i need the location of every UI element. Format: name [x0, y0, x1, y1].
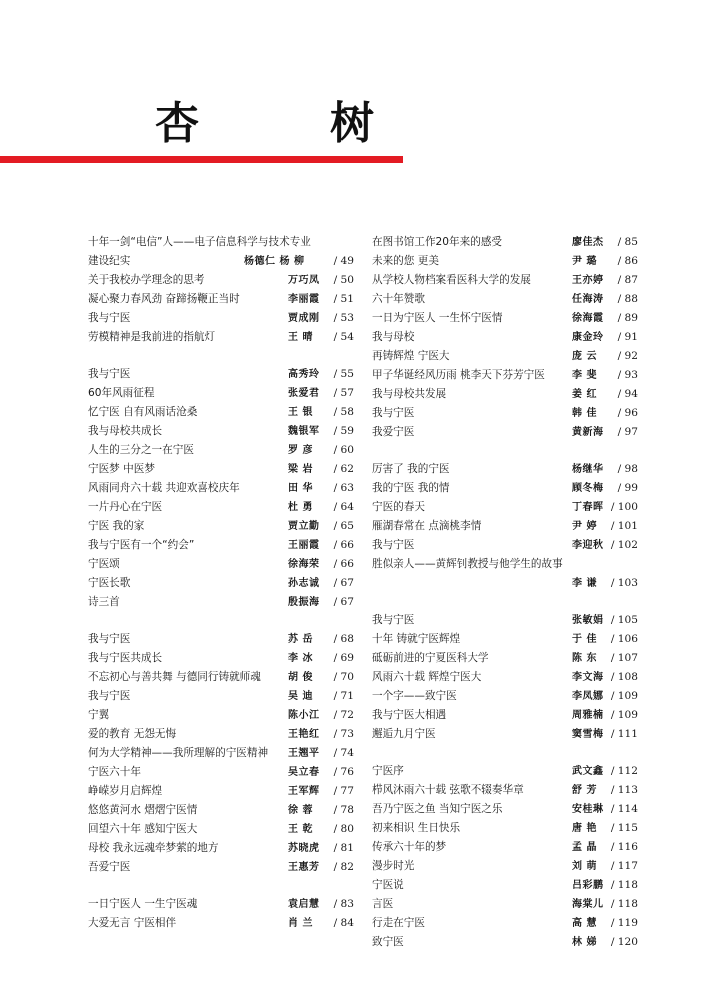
entry-title: 宁医说: [372, 879, 404, 891]
entry-author: 贾成刚: [288, 313, 320, 324]
entry-title: 宁医序: [372, 765, 404, 777]
entry-page-number: / 51: [333, 293, 354, 305]
toc-entry[interactable]: [372, 630, 638, 649]
entry-title: 凝心聚力春风劲 奋蹄扬鞭正当时: [88, 293, 240, 305]
toc-entry[interactable]: [372, 385, 638, 404]
toc-entry[interactable]: [372, 517, 638, 536]
entry-page-number: / 109: [610, 690, 638, 702]
entry-page-number: / 49: [333, 255, 354, 267]
entry-author: 顾冬梅: [572, 483, 604, 494]
entry-page-number: / 69: [333, 652, 354, 664]
toc-entry[interactable]: [372, 706, 638, 725]
entry-author: 窦雪梅: [572, 729, 604, 740]
entry-author: 徐 蓉: [288, 805, 313, 816]
entry-page-number: / 83: [333, 898, 354, 910]
entry-title: 60年风雨征程: [88, 387, 155, 399]
entry-author: 李 谦: [572, 578, 597, 589]
entry-author: 尹 璐: [572, 256, 597, 267]
toc-entry[interactable]: [88, 630, 354, 649]
entry-title: 甲子华诞经风历雨 桃李天下芬芳宁医: [372, 369, 545, 381]
entry-page-number: / 76: [333, 766, 354, 778]
entry-page-number: / 87: [617, 274, 638, 286]
entry-author: 李文海: [572, 672, 604, 683]
entry-page-number: / 84: [333, 917, 354, 929]
entry-page-number: / 88: [617, 293, 638, 305]
entry-author: 王 银: [288, 407, 313, 418]
entry-title: 我与宁医有一个“约会”: [88, 539, 195, 551]
entry-title: 十年 铸就宁医辉煌: [372, 633, 461, 645]
entry-page-number: / 93: [617, 369, 638, 381]
toc-entry[interactable]: [88, 858, 354, 877]
entry-page-number: / 101: [610, 520, 638, 532]
entry-title: 再铸辉煌 宁医大: [372, 350, 450, 362]
entry-page-number: / 107: [610, 652, 638, 664]
entry-title: 我与宁医共成长: [88, 652, 163, 664]
entry-author: 孙志诚: [288, 578, 320, 589]
entry-page-number: / 70: [333, 671, 354, 683]
entry-author: 吕彩鹏: [572, 880, 604, 891]
toc-entry[interactable]: [372, 649, 638, 668]
entry-author: 吴 迪: [288, 691, 313, 702]
toc-entry[interactable]: [88, 820, 354, 839]
entry-page-number: / 94: [617, 388, 638, 400]
entry-page-number: / 59: [333, 425, 354, 437]
entry-page-number: / 72: [333, 709, 354, 721]
toc-group: [372, 460, 638, 593]
entry-author: 黄新海: [572, 427, 604, 438]
toc-entry[interactable]: [88, 365, 354, 384]
toc-entry[interactable]: [88, 668, 354, 687]
toc-entry[interactable]: [88, 328, 354, 347]
entry-page-number: / 65: [333, 520, 354, 532]
entry-page-number: / 103: [610, 577, 638, 589]
entry-title: 宁医长歌: [88, 577, 131, 589]
title-char-1: 杏: [155, 98, 199, 149]
toc-entry[interactable]: [372, 895, 638, 914]
toc-entry[interactable]: [88, 706, 354, 725]
entry-author: 康金玲: [572, 332, 604, 343]
entry-author: 李 冰: [288, 653, 313, 664]
entry-page-number: / 68: [333, 633, 354, 645]
entry-page-number: / 119: [610, 917, 638, 929]
entry-title: 大爱无言 宁医相伴: [88, 917, 177, 929]
entry-author: 杨德仁 杨 柳: [244, 256, 305, 267]
toc-entry[interactable]: [372, 290, 638, 309]
toc-entry[interactable]: [88, 309, 354, 328]
toc-entry[interactable]: [88, 441, 354, 460]
toc-entry[interactable]: [372, 687, 638, 706]
entry-author: 陈小江: [288, 710, 320, 721]
entry-author: 李 斐: [572, 370, 597, 381]
toc-entry[interactable]: [88, 725, 354, 744]
entry-author: 陈 东: [572, 653, 597, 664]
entry-page-number: / 71: [333, 690, 354, 702]
entry-title: 风雨同舟六十载 共迎欢喜校庆年: [88, 482, 240, 494]
entry-title: 漫步时光: [372, 860, 415, 872]
toc-entry[interactable]: [372, 271, 638, 290]
entry-page-number: / 77: [333, 785, 354, 797]
entry-title: 宁医六十年: [88, 766, 141, 778]
entry-author: 孟 晶: [572, 842, 597, 853]
entry-author: 张敏娟: [572, 615, 604, 626]
toc-entry[interactable]: [372, 933, 638, 952]
entry-title: 不忘初心与善共舞 与德同行铸就师魂: [88, 671, 261, 683]
entry-author: 唐 艳: [572, 823, 597, 834]
entry-author: 梁 岩: [288, 464, 313, 475]
toc-column-left: [88, 233, 354, 951]
toc-entry[interactable]: [88, 574, 354, 593]
toc-entry[interactable]: [372, 423, 638, 442]
entry-page-number: / 99: [617, 482, 638, 494]
entry-page-number: / 97: [617, 426, 638, 438]
toc-entry[interactable]: [372, 555, 638, 574]
entry-author: 姜 红: [572, 389, 597, 400]
entry-page-number: / 74: [333, 747, 354, 759]
toc-entry[interactable]: [88, 252, 354, 271]
toc-entry[interactable]: [88, 233, 354, 252]
toc-entry[interactable]: [88, 498, 354, 517]
entry-author: 徐海霞: [572, 313, 604, 324]
entry-title: 宁医颂: [88, 558, 120, 570]
toc-entry[interactable]: [88, 479, 354, 498]
entry-page-number: / 85: [617, 236, 638, 248]
entry-title: 人生的三分之一在宁医: [88, 444, 194, 456]
toc-entry[interactable]: [372, 347, 638, 366]
entry-author: 武文鑫: [572, 766, 604, 777]
entry-title: 我与母校共发展: [372, 388, 447, 400]
toc-entry[interactable]: [88, 593, 354, 612]
entry-page-number: / 106: [610, 633, 638, 645]
toc-entry[interactable]: [88, 649, 354, 668]
entry-author: 万巧凤: [288, 275, 320, 286]
entry-page-number: / 92: [617, 350, 638, 362]
toc-entry[interactable]: [372, 536, 638, 555]
entry-title: 邂逅九月宁医: [372, 728, 436, 740]
entry-title: 我爱宁医: [372, 426, 415, 438]
entry-page-number: / 112: [610, 765, 638, 777]
entry-title: 栉风沐雨六十载 弦歌不辍奏华章: [372, 784, 524, 796]
entry-author: 韩 佳: [572, 408, 597, 419]
entry-title: 砥砺前进的宁夏医科大学: [372, 652, 489, 664]
entry-title: 言医: [372, 898, 394, 910]
entry-title: 我与宁医大相遇: [372, 709, 447, 721]
entry-page-number: / 50: [333, 274, 354, 286]
toc-group: [372, 762, 638, 952]
entry-author: 贾立勤: [288, 521, 320, 532]
page-title: [155, 95, 385, 153]
entry-title: 建设纪实: [88, 255, 131, 267]
entry-author: 王艳红: [288, 729, 320, 740]
entry-page-number: / 96: [617, 407, 638, 419]
toc-group: [88, 365, 354, 612]
entry-page-number: / 100: [610, 501, 638, 513]
toc-group: [88, 895, 354, 933]
title-char-2: 树: [330, 98, 374, 149]
entry-author: 高秀玲: [288, 369, 320, 380]
toc-entry[interactable]: [88, 687, 354, 706]
entry-title: 一日为宁医人 一生怀宁医情: [372, 312, 503, 324]
entry-page-number: / 66: [333, 558, 354, 570]
entry-page-number: / 53: [333, 312, 354, 324]
entry-title: 传承六十年的梦: [372, 841, 447, 853]
entry-page-number: / 117: [610, 860, 638, 872]
entry-page-number: / 113: [610, 784, 638, 796]
toc-entry[interactable]: [88, 895, 354, 914]
entry-author: 王 乾: [288, 824, 313, 835]
entry-title: 忆宁医 自有风雨话沧桑: [88, 406, 198, 418]
toc-entry[interactable]: [372, 309, 638, 328]
toc-entry[interactable]: [372, 914, 638, 933]
entry-author: 李凤娜: [572, 691, 604, 702]
toc-entry[interactable]: [88, 744, 354, 763]
entry-title: 宁医的春天: [372, 501, 425, 513]
entry-author: 徐海荣: [288, 559, 320, 570]
entry-author: 王翘平: [288, 748, 320, 759]
entry-title: 我与宁医: [372, 614, 415, 626]
entry-author: 王 晴: [288, 332, 313, 343]
entry-author: 刘 萌: [572, 861, 597, 872]
entry-author: 于 佳: [572, 634, 597, 645]
entry-author: 庞 云: [572, 351, 597, 362]
toc-entry[interactable]: [372, 800, 638, 819]
toc-entry[interactable]: [88, 403, 354, 422]
entry-page-number: / 111: [610, 728, 638, 740]
toc-entry[interactable]: [88, 839, 354, 858]
entry-title: 关于我校办学理念的思考: [88, 274, 205, 286]
toc-entry[interactable]: [372, 876, 638, 895]
entry-author: 王军辉: [288, 786, 320, 797]
entry-title: 悠悠黄河水 熠熠宁医情: [88, 804, 198, 816]
entry-title: 我与宁医: [372, 539, 415, 551]
toc-entry[interactable]: [88, 914, 354, 933]
entry-page-number: / 78: [333, 804, 354, 816]
entry-title: 行走在宁医: [372, 917, 425, 929]
entry-page-number: / 55: [333, 368, 354, 380]
entry-author: 苏 岳: [288, 634, 313, 645]
entry-title: 我与宁医: [88, 690, 131, 702]
entry-title: 宁医梦 中医梦: [88, 463, 155, 475]
entry-title: 诗三首: [88, 596, 120, 608]
entry-title: 雁湖春常在 点滴桃李情: [372, 520, 482, 532]
entry-page-number: / 67: [333, 577, 354, 589]
entry-page-number: / 80: [333, 823, 354, 835]
entry-page-number: / 60: [333, 444, 354, 456]
entry-author: 李迎秋: [572, 540, 604, 551]
toc-entry[interactable]: [372, 668, 638, 687]
entry-page-number: / 64: [333, 501, 354, 513]
entry-page-number: / 57: [333, 387, 354, 399]
entry-author: 周雅楠: [572, 710, 604, 721]
toc-group: [88, 233, 354, 347]
entry-page-number: / 108: [610, 671, 638, 683]
entry-author: 肖 兰: [288, 918, 313, 929]
entry-title: 宁翼: [88, 709, 110, 721]
toc-entry[interactable]: [372, 781, 638, 800]
entry-page-number: / 67: [333, 596, 354, 608]
entry-author: 安桂琳: [572, 804, 604, 815]
entry-title: 我与宁医: [88, 633, 131, 645]
toc-entry[interactable]: [372, 762, 638, 781]
entry-title: 十年一剑“电信”人——电子信息科学与技术专业: [88, 236, 311, 248]
entry-author: 殷振海: [288, 597, 320, 608]
toc-entry[interactable]: [88, 801, 354, 820]
entry-author: 海棠儿: [572, 899, 604, 910]
entry-page-number: / 98: [617, 463, 638, 475]
entry-title: 我与母校共成长: [88, 425, 163, 437]
entry-title: 一日宁医人 一生宁医魂: [88, 898, 198, 910]
entry-author: 舒 芳: [572, 785, 597, 796]
entry-page-number: / 63: [333, 482, 354, 494]
toc-entry[interactable]: [88, 517, 354, 536]
entry-author: 张爱君: [288, 388, 320, 399]
entry-title: 我的宁医 我的情: [372, 482, 450, 494]
toc-entry[interactable]: [88, 460, 354, 479]
toc-entry[interactable]: [372, 498, 638, 517]
entry-page-number: / 118: [610, 898, 638, 910]
entry-title: 峥嵘岁月启辉煌: [88, 785, 163, 797]
toc-entry[interactable]: [88, 763, 354, 782]
entry-author: 王亦婷: [572, 275, 604, 286]
toc-entry[interactable]: [88, 536, 354, 555]
entry-author: 罗 彦: [288, 445, 313, 456]
entry-author: 杜 勇: [288, 502, 313, 513]
toc-entry[interactable]: [372, 574, 638, 593]
entry-title: 何为大学精神——我所理解的宁医精神: [88, 747, 269, 759]
toc-column-right: [372, 233, 638, 970]
entry-title: 风雨六十载 辉煌宁医大: [372, 671, 482, 683]
entry-title: 吾爱宁医: [88, 861, 131, 873]
entry-title: 我与宁医: [88, 312, 131, 324]
entry-title: 未来的您 更美: [372, 255, 439, 267]
toc-entry[interactable]: [88, 271, 354, 290]
entry-page-number: / 118: [610, 879, 638, 891]
entry-title: 我与宁医: [372, 407, 415, 419]
entry-title: 爱的教育 无怨无悔: [88, 728, 177, 740]
toc-entry[interactable]: [88, 290, 354, 309]
toc-entry[interactable]: [372, 252, 638, 271]
toc-group: [372, 233, 638, 442]
entry-title: 一片丹心在宁医: [88, 501, 163, 513]
entry-title: 致宁医: [372, 936, 404, 948]
entry-author: 任海涛: [572, 294, 604, 305]
entry-page-number: / 114: [610, 803, 638, 815]
entry-title: 母校 我永远魂牵梦萦的地方: [88, 842, 219, 854]
entry-author: 吴立春: [288, 767, 320, 778]
toc-entry[interactable]: [372, 611, 638, 630]
entry-author: 胡 俊: [288, 672, 313, 683]
entry-author: 袁启慧: [288, 899, 320, 910]
entry-page-number: / 91: [617, 331, 638, 343]
entry-page-number: / 62: [333, 463, 354, 475]
entry-title: 在图书馆工作20年来的感受: [372, 236, 503, 248]
toc-entry[interactable]: [372, 233, 638, 252]
entry-page-number: / 102: [610, 539, 638, 551]
entry-title: 从学校人物档案看医科大学的发展: [372, 274, 531, 286]
entry-author: 丁春晖: [572, 502, 604, 513]
toc-entry[interactable]: [372, 725, 638, 744]
toc-entry[interactable]: [372, 838, 638, 857]
entry-page-number: / 109: [610, 709, 638, 721]
entry-page-number: / 54: [333, 331, 354, 343]
entry-page-number: / 73: [333, 728, 354, 740]
entry-page-number: / 58: [333, 406, 354, 418]
entry-page-number: / 89: [617, 312, 638, 324]
toc-group: [88, 630, 354, 877]
toc-entry[interactable]: [372, 366, 638, 385]
entry-author: 林 娣: [572, 937, 597, 948]
entry-author: 高 慧: [572, 918, 597, 929]
entry-page-number: / 82: [333, 861, 354, 873]
entry-author: 王惠芳: [288, 862, 320, 873]
entry-author: 廖佳杰: [572, 237, 604, 248]
entry-page-number: / 115: [610, 822, 638, 834]
entry-title: 胜似亲人——黄辉钊教授与他学生的故事: [372, 558, 563, 570]
entry-page-number: / 105: [610, 614, 638, 626]
entry-page-number: / 120: [610, 936, 638, 948]
toc-entry[interactable]: [88, 384, 354, 403]
toc-group: [372, 611, 638, 744]
toc-entry[interactable]: [372, 819, 638, 838]
entry-title: 劳模精神是我前进的指航灯: [88, 331, 216, 343]
entry-author: 田 华: [288, 483, 313, 494]
entry-author: 王丽霞: [288, 540, 320, 551]
entry-author: 尹 婷: [572, 521, 597, 532]
toc-entry[interactable]: [372, 328, 638, 347]
toc-entry[interactable]: [372, 857, 638, 876]
entry-title: 宁医 我的家: [88, 520, 145, 532]
entry-title: 初来相识 生日快乐: [372, 822, 461, 834]
red-divider-bar: [0, 156, 403, 163]
entry-author: 苏晓虎: [288, 843, 320, 854]
toc-entry[interactable]: [372, 404, 638, 423]
entry-title: 我与母校: [372, 331, 415, 343]
entry-title: 厉害了 我的宁医: [372, 463, 450, 475]
entry-author: 杨继华: [572, 464, 604, 475]
entry-author: 魏银军: [288, 426, 320, 437]
entry-title: 吾乃宁医之鱼 当知宁医之乐: [372, 803, 503, 815]
entry-title: 六十年赞歌: [372, 293, 425, 305]
entry-page-number: / 81: [333, 842, 354, 854]
entry-title: 我与宁医: [88, 368, 131, 380]
entry-page-number: / 66: [333, 539, 354, 551]
entry-title: 一个字——致宁医: [372, 690, 457, 702]
toc-entry[interactable]: [88, 782, 354, 801]
toc-entry[interactable]: [372, 460, 638, 479]
entry-title: 回望六十年 感知宁医大: [88, 823, 198, 835]
toc-entry[interactable]: [372, 479, 638, 498]
entry-author: 李丽霞: [288, 294, 320, 305]
entry-page-number: / 116: [610, 841, 638, 853]
toc-entry[interactable]: [88, 555, 354, 574]
entry-page-number: / 86: [617, 255, 638, 267]
toc-entry[interactable]: [88, 422, 354, 441]
